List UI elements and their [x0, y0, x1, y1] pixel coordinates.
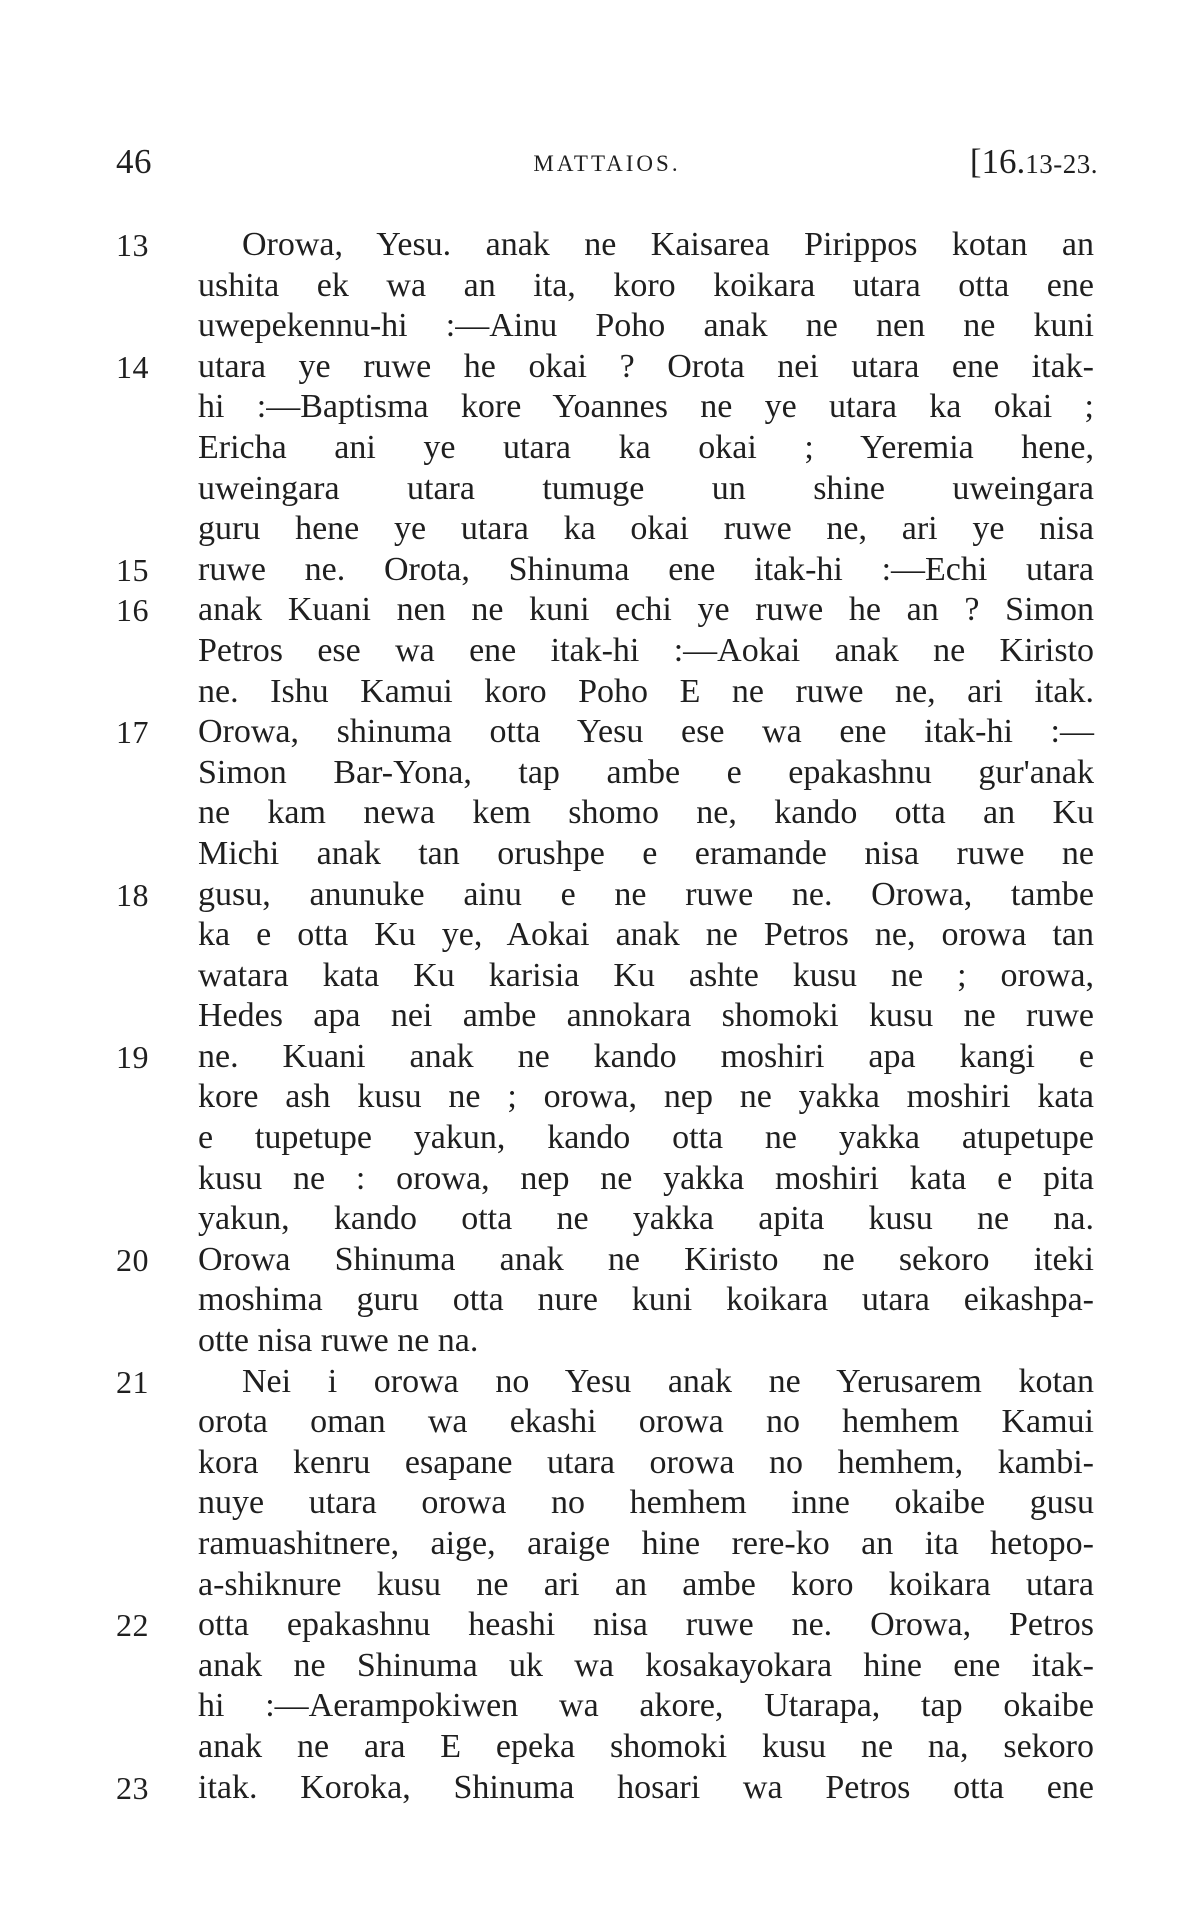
text-line [0, 1240, 1198, 1281]
text-line [0, 875, 1198, 916]
line-text: anak ne Shinuma uk wa kosakayokara hine ene itak- [198, 1646, 1094, 1684]
line-text: itak. Koroka, Shinuma hosari wa Petros otta ene [198, 1768, 1094, 1806]
verse-number: 23 [116, 1769, 149, 1806]
text-line [0, 306, 1198, 347]
verse-range: 13-23. [1025, 149, 1098, 179]
text-line [0, 793, 1198, 834]
text-line [0, 469, 1198, 510]
text-line [0, 347, 1198, 388]
verse-number: 17 [116, 714, 149, 751]
text-line [0, 1159, 1198, 1200]
line-text: kusu ne : orowa, nep ne yakka moshiri kata e pita [198, 1159, 1094, 1197]
text-line [0, 509, 1198, 550]
text-line [0, 1565, 1198, 1606]
text-line [0, 1199, 1198, 1240]
running-title: MATTAIOS. [533, 151, 681, 176]
text-line [0, 590, 1198, 631]
line-text: uwepekennu-hi :—Ainu Poho anak ne nen ne kuni [198, 307, 1094, 345]
text-line [0, 1280, 1198, 1321]
line-text: Ericha ani ye utara ka okai ; Yeremia hene, [198, 428, 1094, 466]
line-text: Simon Bar-Yona, tap ambe e epakashnu gur'anak [198, 753, 1094, 791]
body-text [0, 225, 1198, 1808]
line-text: Orowa, shinuma otta Yesu ese wa ene itak-hi :— [198, 713, 1094, 751]
text-line [0, 1646, 1198, 1687]
line-text: gusu, anunuke ainu e ne ruwe ne. Orowa, tambe [198, 875, 1094, 913]
line-text: hi :—Aerampokiwen wa akore, Utarapa, tap okaibe [198, 1687, 1094, 1725]
verse-number: 18 [116, 876, 149, 913]
text-line [0, 1483, 1198, 1524]
verse-number: 15 [116, 551, 149, 588]
line-text: Petros ese wa ene itak-hi :—Aokai anak ne Kiristo [198, 631, 1094, 669]
text-line [0, 834, 1198, 875]
chapter-reference [970, 142, 1098, 182]
line-text: anak Kuani nen ne kuni echi ye ruwe he an ? Simon [198, 591, 1094, 629]
text-line [0, 1524, 1198, 1565]
text-line [0, 1768, 1198, 1809]
line-text: e tupetupe yakun, kando otta ne yakka atupetupe [198, 1119, 1094, 1157]
verse-number: 20 [116, 1241, 149, 1278]
line-text: Orowa Shinuma anak ne Kiristo ne sekoro iteki [198, 1240, 1094, 1278]
chapter-number: [16. [969, 142, 1026, 181]
text-line [0, 225, 1198, 266]
line-text: uweingara utara tumuge un shine uweingara [198, 469, 1094, 507]
line-text: otte nisa ruwe ne na. [198, 1322, 479, 1360]
text-line [0, 266, 1198, 307]
line-text: watara kata Ku karisia Ku ashte kusu ne ; orowa, [198, 956, 1094, 994]
text-line [0, 915, 1198, 956]
line-text: ka e otta Ku ye, Aokai anak ne Petros ne, orowa tan [198, 916, 1094, 954]
line-text: ne. Kuani anak ne kando moshiri apa kangi e [198, 1037, 1094, 1075]
line-text: ne kam newa kem shomo ne, kando otta an Ku [198, 794, 1094, 832]
text-line [0, 1605, 1198, 1646]
line-text: yakun, kando otta ne yakka apita kusu ne na. [198, 1200, 1094, 1238]
verse-number: 19 [116, 1038, 149, 1075]
line-text: Michi anak tan orushpe e eramande nisa ruwe ne [198, 834, 1094, 872]
text-line [0, 631, 1198, 672]
text-line [0, 428, 1198, 469]
verse-number: 13 [116, 227, 149, 263]
page-header [116, 142, 1098, 192]
text-line [0, 1077, 1198, 1118]
line-text: ushita ek wa an ita, koro koikara utara otta ene [198, 266, 1094, 304]
line-text: otta epakashnu heashi nisa ruwe ne. Orowa, Petros [198, 1606, 1094, 1644]
verse-number: 16 [116, 592, 149, 629]
text-line [0, 712, 1198, 753]
text-line [0, 1118, 1198, 1159]
line-text: Nei i orowa no Yesu anak ne Yerusarem kotan [242, 1362, 1094, 1400]
line-text: anak ne ara E epeka shomoki kusu ne na, sekoro [198, 1727, 1094, 1765]
text-line [0, 1037, 1198, 1078]
line-text: moshima guru otta nure kuni koikara utara eikashpa- [198, 1281, 1094, 1319]
page-number: 46 [116, 142, 152, 181]
text-line [0, 550, 1198, 591]
text-line [0, 1686, 1198, 1727]
text-line [0, 996, 1198, 1037]
line-text: Hedes apa nei ambe annokara shomoki kusu ne ruwe [198, 997, 1094, 1035]
text-line [0, 956, 1198, 997]
text-line [0, 1402, 1198, 1443]
line-text: kora kenru esapane utara orowa no hemhem, kambi- [198, 1443, 1094, 1481]
line-text: ruwe ne. Orota, Shinuma ene itak-hi :—Echi utara [198, 550, 1094, 588]
text-line [0, 753, 1198, 794]
text-line [0, 1362, 1198, 1403]
text-line [0, 1727, 1198, 1768]
text-line [0, 672, 1198, 713]
line-text: hi :—Baptisma kore Yoannes ne ye utara ka okai ; [198, 388, 1094, 426]
verse-number: 22 [116, 1607, 149, 1644]
text-line [0, 1443, 1198, 1484]
line-text: nuye utara orowa no hemhem inne okaibe gusu [198, 1484, 1094, 1522]
line-text: guru hene ye utara ka okai ruwe ne, ari ye nisa [198, 510, 1094, 548]
text-line [0, 1321, 1198, 1362]
line-text: utara ye ruwe he okai ? Orota nei utara ene itak- [198, 347, 1094, 385]
line-text: Orowa, Yesu. anak ne Kaisarea Pirippos kotan an [242, 226, 1094, 263]
line-text: ne. Ishu Kamui koro Poho E ne ruwe ne, ari itak. [198, 672, 1094, 710]
line-text: ramuashitnere, aige, araige hine rere-ko an ita hetopo- [198, 1525, 1094, 1562]
line-text: kore ash kusu ne ; orowa, nep ne yakka moshiri kata [198, 1078, 1094, 1116]
text-line [0, 387, 1198, 428]
line-text: orota oman wa ekashi orowa no hemhem Kamui [198, 1403, 1094, 1441]
verse-number: 14 [116, 348, 149, 385]
line-text: a-shiknure kusu ne ari an ambe koro koikara utara [198, 1565, 1094, 1603]
verse-number: 21 [116, 1363, 149, 1400]
